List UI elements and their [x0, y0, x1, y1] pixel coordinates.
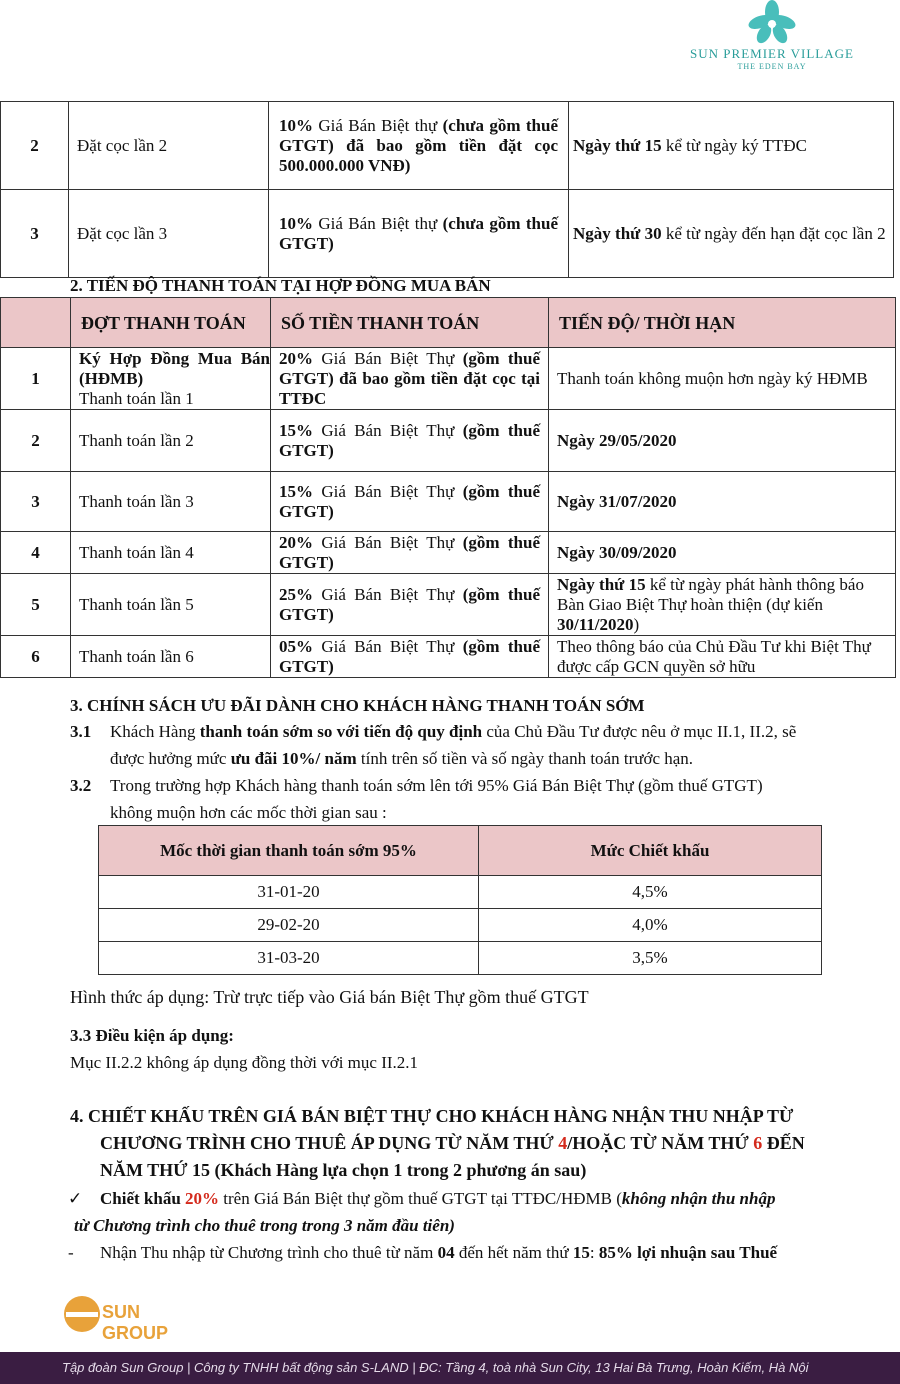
- header-deadline: TIẾN ĐỘ/ THỜI HẠN: [549, 298, 896, 348]
- row-number: 3: [1, 190, 69, 278]
- row-number: 1: [1, 348, 71, 410]
- table-row: [1, 574, 896, 636]
- row-due: Ngày 30/09/2020: [549, 532, 896, 574]
- row-name: Thanh toán lần 5: [71, 574, 271, 636]
- sun-icon: [62, 1294, 102, 1334]
- paragraph-3-3-text: Mục II.2.2 không áp dụng đồng thời với mục II.2.1: [70, 1053, 419, 1072]
- milestone-date: 31-01-20: [99, 876, 479, 909]
- header-amount: SỐ TIỀN THANH TOÁN: [271, 298, 549, 348]
- deposit-table: [0, 101, 894, 278]
- row-number: 5: [1, 574, 71, 636]
- row-due: Thanh toán không muộn hơn ngày ký HĐMB: [549, 348, 896, 410]
- row-number: 4: [1, 532, 71, 574]
- section-4-title: 4. CHIẾT KHẤU TRÊN GIÁ BÁN BIỆT THỰ CHO KHÁCH HÀNG NHẬN THU NHẬP TỪ CHƯƠNG TRÌNH CHO THUÊ ÁP DỤNG TỪ NĂM THỨ 4/HOẶC TỪ NĂM THỨ 6 ĐẾN NĂM THỨ 15 (Khách Hàng lựa chọn 1 trong 2 phương án sau): [70, 1106, 805, 1180]
- section-3-title: 3. CHÍNH SÁCH ƯU ĐÃI DÀNH CHO KHÁCH HÀNG THANH TOÁN SỚM: [70, 696, 645, 715]
- flower-icon: [744, 0, 800, 44]
- row-number: 2: [1, 102, 69, 190]
- row-amount: 10% Giá Bán Biệt thự (chưa gồm thuế GTGT): [269, 190, 569, 278]
- sun-group-logo: SUN GROUP: [62, 1292, 202, 1338]
- row-amount: 20% Giá Bán Biệt Thự (gồm thuế GTGT) đã bao gồm tiền đặt cọc tại TTĐC: [271, 348, 549, 410]
- table-row: [99, 909, 822, 942]
- milestone-date: 29-02-20: [99, 909, 479, 942]
- table-row: [1, 190, 894, 278]
- application-form-text: Hình thức áp dụng: Trừ trực tiếp vào Giá bán Biệt Thự gồm thuế GTGT: [70, 987, 589, 1007]
- table-row: [99, 942, 822, 975]
- dash-bullet: -: [68, 1243, 74, 1262]
- row-due: Ngày thứ 15 kể từ ngày phát hành thông báo Bàn Giao Biệt Thự hoàn thiện (dự kiến 30/11/2020): [549, 574, 896, 636]
- row-name: Đặt cọc lần 2: [69, 102, 269, 190]
- row-name: Thanh toán lần 3: [71, 472, 271, 532]
- row-due: Theo thông báo của Chủ Đầu Tư khi Biệt Thự được cấp GCN quyền sở hữu: [549, 636, 896, 678]
- table-header-row: [99, 826, 822, 876]
- table-row: [1, 532, 896, 574]
- row-number: 3: [1, 472, 71, 532]
- table-row: [1, 636, 896, 678]
- row-name: Thanh toán lần 4: [71, 532, 271, 574]
- table-row: [99, 876, 822, 909]
- row-amount: 15% Giá Bán Biệt Thự (gồm thuế GTGT): [271, 472, 549, 532]
- row-amount: 20% Giá Bán Biệt Thự (gồm thuế GTGT): [271, 532, 549, 574]
- section-2-title: 2. TIẾN ĐỘ THANH TOÁN TẠI HỢP ĐỒNG MUA BÁN: [70, 276, 491, 295]
- row-amount: 25% Giá Bán Biệt Thự (gồm thuế GTGT): [271, 574, 549, 636]
- milestone-date: 31-03-20: [99, 942, 479, 975]
- table-row: [1, 102, 894, 190]
- header-blank: [1, 298, 71, 348]
- table-row: [1, 410, 896, 472]
- paragraph-3-2: 3.2 Trong trường hợp Khách hàng thanh toán sớm lên tới 95% Giá Bán Biệt Thự (gồm thuế GTGT) không muộn hơn các mốc thời gian sau :: [70, 776, 763, 822]
- discount-rate: 4,0%: [479, 909, 822, 942]
- sun-premier-village-logo: [682, 0, 862, 80]
- header-installment: ĐỢT THANH TOÁN: [71, 298, 271, 348]
- row-name: Thanh toán lần 2: [71, 410, 271, 472]
- row-due: Ngày 31/07/2020: [549, 472, 896, 532]
- row-due: Ngày thứ 30 kể từ ngày đến hạn đặt cọc lần 2: [569, 190, 894, 278]
- brand-subtitle: THE EDEN BAY: [737, 62, 807, 71]
- row-due: Ngày 29/05/2020: [549, 410, 896, 472]
- header-discount: Mức Chiết khấu: [479, 826, 822, 876]
- row-name: Thanh toán lần 6: [71, 636, 271, 678]
- discount-rate: 4,5%: [479, 876, 822, 909]
- row-amount: 05% Giá Bán Biệt Thự (gồm thuế GTGT): [271, 636, 549, 678]
- table-header-row: [1, 298, 896, 348]
- payment-schedule-table: [0, 297, 896, 678]
- table-row: [1, 348, 896, 410]
- row-amount: 15% Giá Bán Biệt Thự (gồm thuế GTGT): [271, 410, 549, 472]
- row-name: Đặt cọc lần 3: [69, 190, 269, 278]
- early-payment-discount-table: [98, 825, 822, 975]
- discount-rate: 3,5%: [479, 942, 822, 975]
- row-name: Ký Hợp Đồng Mua Bán (HĐMB) Thanh toán lần 1: [71, 348, 271, 410]
- row-due: Ngày thứ 15 kể từ ngày ký TTĐC: [569, 102, 894, 190]
- paragraph-3-1: 3.1 Khách Hàng thanh toán sớm so với tiến độ quy định của Chủ Đầu Tư được nêu ở mục II.1, II.2, sẽ được hưởng mức ưu đãi 10%/ năm tính trên số tiền và số ngày thanh toán trước hạn.: [70, 722, 797, 768]
- table-row: [1, 472, 896, 532]
- brand-name: SUN PREMIER VILLAGE: [690, 46, 854, 61]
- option-discount: ✓ Chiết khấu 20% trên Giá Bán Biệt thự gồm thuế GTGT tại TTĐC/HĐMB (không nhận thu nhập từ Chương trình cho thuê trong trong 3 năm đầu tiên): [68, 1185, 888, 1239]
- paragraph-3-3-title: 3.3 Điều kiện áp dụng:: [70, 1026, 234, 1045]
- option-rental-income: - Nhận Thu nhập từ Chương trình cho thuê từ năm 04 đến hết năm thứ 15: 85% lợi nhuận sau Thuế: [68, 1239, 888, 1266]
- checkmark-icon: ✓: [68, 1189, 83, 1208]
- footer-address-bar: Tập đoàn Sun Group | Công ty TNHH bất động sản S-LAND | ĐC: Tầng 4, toà nhà Sun City, 13 Hai Bà Trưng, Hoàn Kiếm, Hà Nội: [0, 1352, 900, 1384]
- row-amount: 10% Giá Bán Biệt thự (chưa gồm thuế GTGT) đã bao gồm tiền đặt cọc 500.000.000 VNĐ): [269, 102, 569, 190]
- row-number: 2: [1, 410, 71, 472]
- row-number: 6: [1, 636, 71, 678]
- header-milestone: Mốc thời gian thanh toán sớm 95%: [99, 826, 479, 876]
